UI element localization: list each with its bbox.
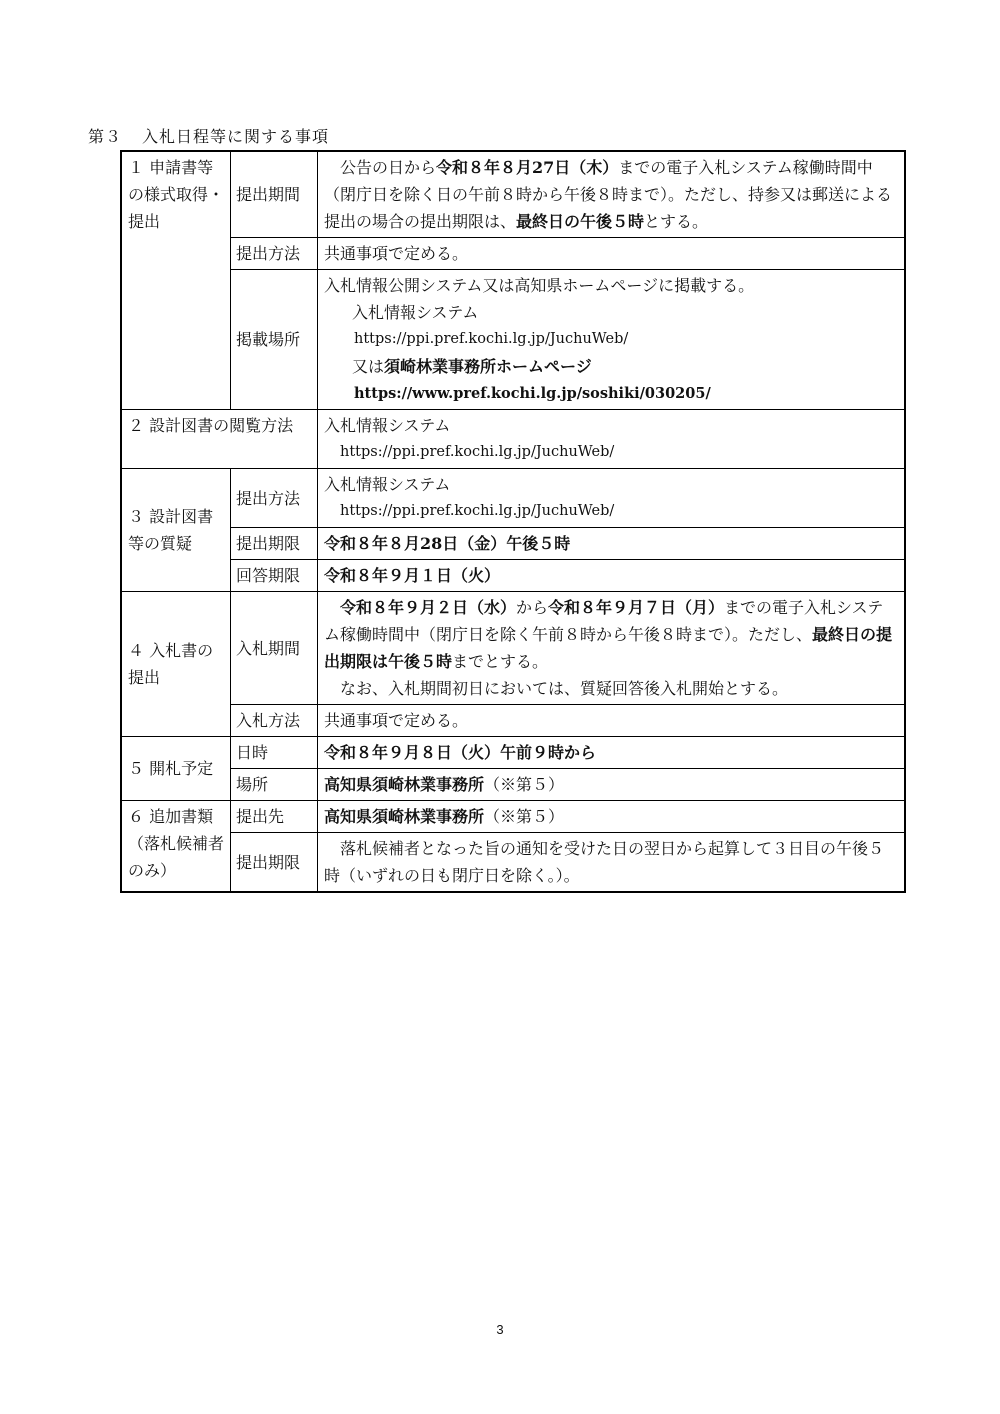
opening-place-text: 高知県須崎林業事務所（※第５） <box>318 769 906 801</box>
label-submission-period: 提出期間 <box>231 151 318 238</box>
label-opening-place: 場所 <box>231 769 318 801</box>
submission-dest-text: 高知県須崎林業事務所（※第５） <box>318 801 906 833</box>
page-number: 3 <box>496 1322 504 1337</box>
ppi-url-link[interactable]: https://ppi.pref.kochi.lg.jp/JuchuWeb/ <box>354 331 629 347</box>
design-viewing-text: 入札情報システム https://ppi.pref.kochi.lg.jp/JuchuWeb/ <box>318 410 906 469</box>
table-row <box>121 238 905 270</box>
row-label-design-viewing: ２ 設計図書の閲覧方法 <box>121 410 318 469</box>
row-label-bid-submission: ４ 入札書の提出 <box>121 592 231 737</box>
label-submission-dest: 提出先 <box>231 801 318 833</box>
table-row <box>121 705 905 737</box>
table-row <box>121 270 905 410</box>
label-bid-method: 入札方法 <box>231 705 318 737</box>
label-question-method: 提出方法 <box>231 469 318 528</box>
table-row <box>121 560 905 592</box>
row-label-opening: ５ 開札予定 <box>121 737 231 801</box>
additional-deadline-text: 落札候補者となった旨の通知を受けた日の翌日から起算して３日目の午後５時（いずれの日も閉庁日を除く。）。 <box>318 833 906 893</box>
label-posting-place: 掲載場所 <box>231 270 318 410</box>
row-label-application: １ 申請書等の様式取得・提出 <box>121 151 231 410</box>
table-row <box>121 592 905 705</box>
ppi-url-link[interactable]: https://ppi.pref.kochi.lg.jp/JuchuWeb/ <box>340 503 615 519</box>
table-row <box>121 528 905 560</box>
section-title: 入札日程等に関する事項 <box>142 127 330 146</box>
label-question-deadline: 提出期限 <box>231 528 318 560</box>
submission-method-text: 共通事項で定める。 <box>318 238 906 270</box>
answer-deadline-text: 令和８年９月１日（火） <box>318 560 906 592</box>
table-row <box>121 769 905 801</box>
question-deadline-text: 令和８年８月28日（金）午後５時 <box>318 528 906 560</box>
bid-period-text: 令和８年９月２日（水）から令和８年９月７日（月）までの電子入札システム稼働時間中（閉庁日を除く午前８時から午後８時まで）。ただし、最終日の提出期限は午後５時までとする。 なお、入札期間初日においては、質疑回答後入札開始とする。 <box>318 592 906 705</box>
table-row <box>121 410 905 469</box>
label-submission-method: 提出方法 <box>231 238 318 270</box>
office-url-link[interactable]: https://www.pref.kochi.lg.jp/soshiki/030205/ <box>354 385 711 402</box>
label-bid-period: 入札期間 <box>231 592 318 705</box>
posting-place-text: 入札情報公開システム又は高知県ホームページに掲載する。 入札情報システム https://ppi.pref.kochi.lg.jp/JuchuWeb/ 又は須崎林業事務所ホームページ https://www.pref.kochi.lg.jp/soshiki/030205/ <box>318 270 906 410</box>
table-row <box>121 737 905 769</box>
table-row <box>121 469 905 528</box>
opening-datetime-text: 令和８年９月８日（火）午前９時から <box>318 737 906 769</box>
section-heading <box>88 124 329 147</box>
schedule-table <box>120 150 906 893</box>
table-row <box>121 801 905 833</box>
bid-method-text: 共通事項で定める。 <box>318 705 906 737</box>
table-row <box>121 151 905 238</box>
label-answer-deadline: 回答期限 <box>231 560 318 592</box>
submission-period-text: 公告の日から令和８年８月27日（木）までの電子入札システム稼働時間中（閉庁日を除く日の午前８時から午後８時まで）。ただし、持参又は郵送による提出の場合の提出期限は、最終日の午後５時とする。 <box>318 151 906 238</box>
row-label-additional-docs: ６ 追加書類（落札候補者のみ） <box>121 801 231 893</box>
section-number: 第３ <box>88 127 123 146</box>
label-additional-deadline: 提出期限 <box>231 833 318 893</box>
row-label-questions: ３ 設計図書等の質疑 <box>121 469 231 592</box>
question-method-text: 入札情報システム https://ppi.pref.kochi.lg.jp/JuchuWeb/ <box>318 469 906 528</box>
table-row <box>121 833 905 893</box>
label-opening-datetime: 日時 <box>231 737 318 769</box>
ppi-url-link[interactable]: https://ppi.pref.kochi.lg.jp/JuchuWeb/ <box>340 444 615 460</box>
